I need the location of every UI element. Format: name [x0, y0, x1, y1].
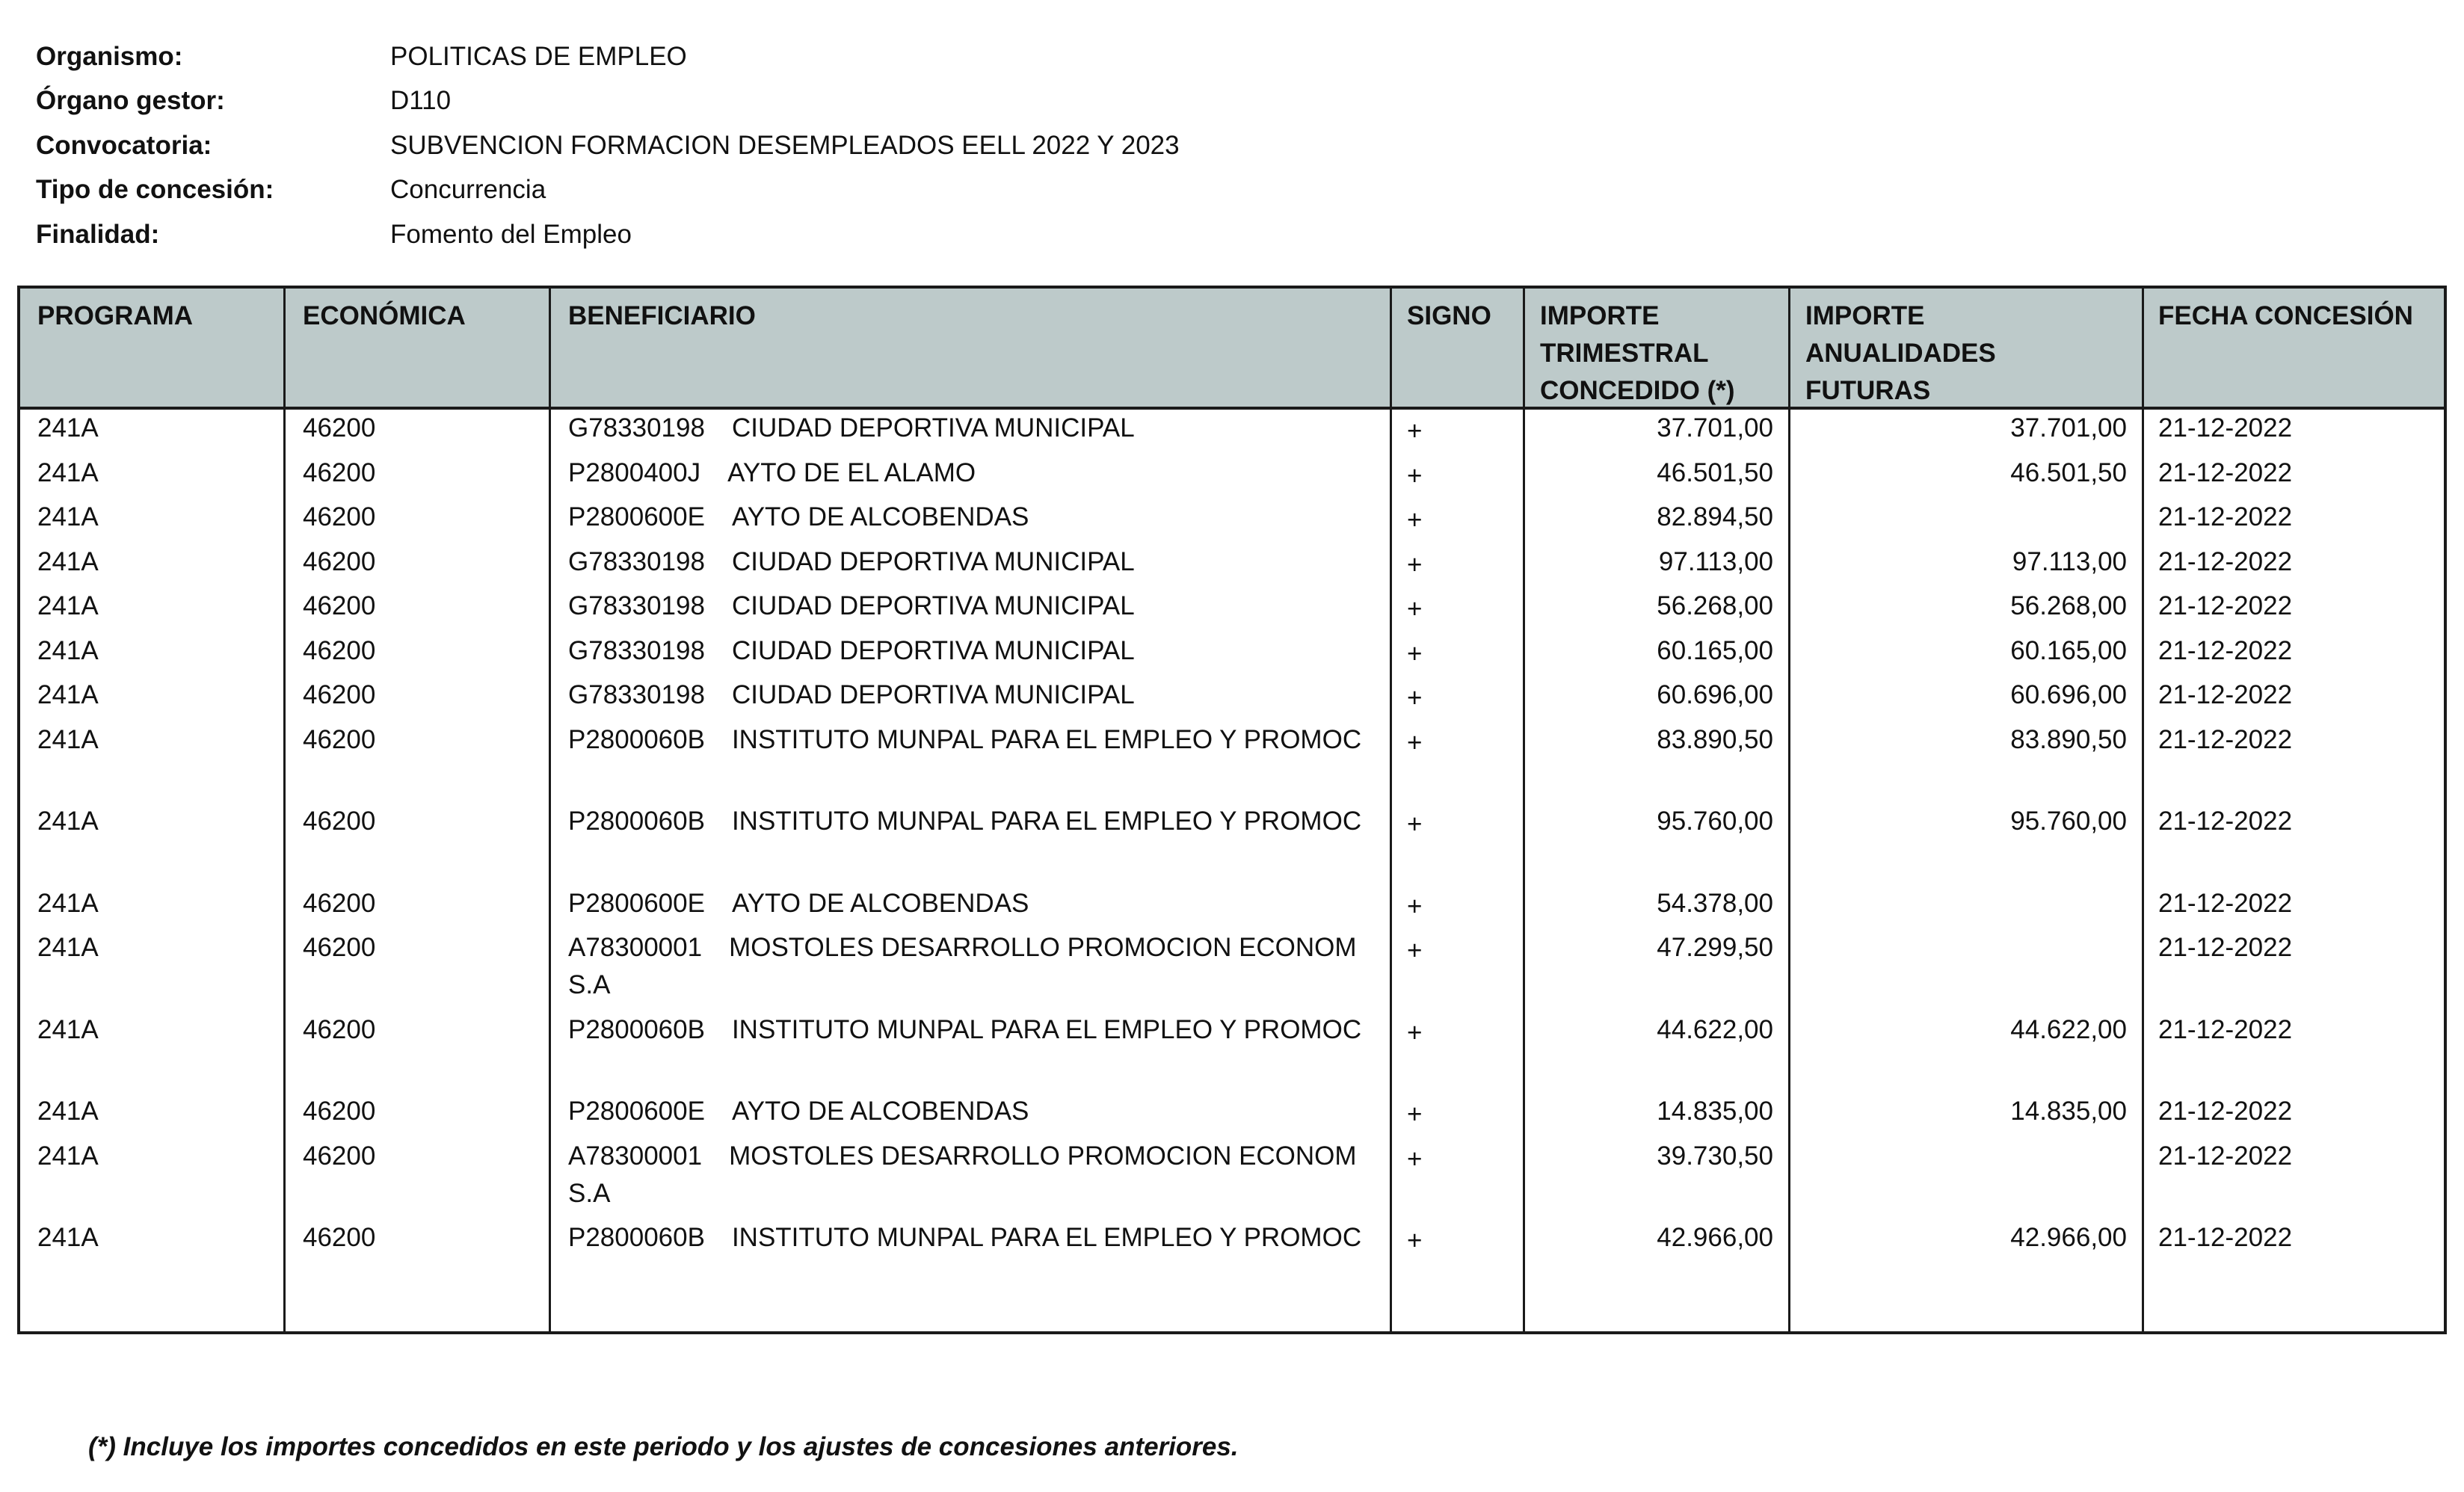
cell-beneficiario	[568, 1093, 1390, 1130]
header-beneficiario: BENEFICIARIO	[568, 301, 756, 330]
beneficiario-nif: G78330198	[568, 413, 705, 443]
cell-beneficiario	[568, 1138, 1390, 1212]
beneficiario-nombre: MOSTOLES DESARROLLO PROMOCION ECONOM S.A	[568, 933, 1357, 999]
cell-beneficiario	[568, 803, 1390, 840]
cell-economica: 46200	[303, 1223, 376, 1252]
cell-signo: +	[1407, 1017, 1423, 1047]
organo-gestor-label: Órgano gestor:	[36, 86, 225, 116]
cell-beneficiario	[568, 499, 1390, 536]
beneficiario-nif: P2800400J	[568, 457, 701, 487]
cell-programa: 241A	[37, 1141, 99, 1171]
cell-importe-trimestral: 54.378,00	[1657, 888, 1773, 918]
cell-signo: +	[1407, 638, 1423, 668]
beneficiario-nif: P2800600E	[568, 1097, 705, 1126]
cell-importe-anualidades: 56.268,00	[2010, 591, 2127, 620]
cell-economica: 46200	[303, 680, 376, 709]
cell-importe-trimestral: 97.113,00	[1658, 546, 1773, 576]
beneficiario-nif: G78330198	[568, 591, 705, 620]
cell-programa: 241A	[37, 888, 99, 918]
convocatoria-label: Convocatoria:	[36, 130, 212, 160]
convocatoria-value: SUBVENCION FORMACION DESEMPLEADOS EELL 2022 Y 2023	[390, 130, 1180, 160]
cell-economica: 46200	[303, 1141, 376, 1171]
cell-economica: 46200	[303, 546, 376, 576]
cell-economica: 46200	[303, 807, 376, 836]
finalidad-value: Fomento del Empleo	[390, 219, 632, 249]
beneficiario-nombre: AYTO DE ALCOBENDAS	[731, 1097, 1029, 1126]
beneficiario-nif: P2800060B	[568, 1223, 705, 1252]
cell-importe-trimestral: 39.730,50	[1657, 1141, 1773, 1171]
cell-importe-trimestral: 83.890,50	[1657, 724, 1773, 754]
beneficiario-nombre: AYTO DE EL ALAMO	[727, 457, 976, 487]
cell-economica: 46200	[303, 1097, 376, 1126]
cell-fecha-concesion: 21-12-2022	[2158, 1097, 2293, 1126]
table-row	[20, 588, 2444, 632]
beneficiario-nombre: CIUDAD DEPORTIVA MUNICIPAL	[731, 413, 1135, 443]
cell-programa: 241A	[37, 1014, 99, 1044]
cell-importe-trimestral: 37.701,00	[1657, 413, 1773, 443]
beneficiario-nombre: INSTITUTO MUNPAL PARA EL EMPLEO Y PROMOC	[731, 807, 1362, 836]
table-row	[20, 1219, 2444, 1301]
cell-importe-anualidades: 97.113,00	[2012, 546, 2127, 576]
cell-importe-trimestral: 14.835,00	[1657, 1097, 1773, 1126]
cell-programa: 241A	[37, 724, 99, 754]
concessions-table	[17, 286, 2447, 1334]
meta-row-organo	[36, 79, 1180, 124]
header-fecha-concesion: FECHA CONCESIÓN	[2158, 301, 2413, 330]
cell-economica: 46200	[303, 591, 376, 620]
table-row	[20, 410, 2444, 454]
cell-importe-trimestral: 82.894,50	[1657, 502, 1773, 531]
cell-fecha-concesion: 21-12-2022	[2158, 680, 2293, 709]
beneficiario-nif: A78300001	[568, 933, 703, 962]
table-row	[20, 499, 2444, 543]
cell-signo: +	[1407, 1144, 1423, 1174]
header-programa: PROGRAMA	[37, 301, 194, 330]
cell-economica: 46200	[303, 457, 376, 487]
cell-importe-trimestral: 42.966,00	[1657, 1223, 1773, 1252]
table-row	[20, 885, 2444, 930]
cell-beneficiario	[568, 885, 1390, 922]
cell-beneficiario	[568, 410, 1390, 447]
meta-row-convocatoria	[36, 123, 1180, 168]
cell-fecha-concesion: 21-12-2022	[2158, 457, 2293, 487]
document-metadata	[36, 34, 1180, 257]
cell-beneficiario	[568, 632, 1390, 670]
cell-programa: 241A	[37, 591, 99, 620]
cell-signo: +	[1407, 683, 1423, 712]
cell-fecha-concesion: 21-12-2022	[2158, 1014, 2293, 1044]
cell-programa: 241A	[37, 1097, 99, 1126]
cell-economica: 46200	[303, 933, 376, 962]
cell-beneficiario	[568, 1219, 1390, 1257]
cell-importe-anualidades: 46.501,50	[2010, 457, 2127, 487]
cell-importe-anualidades: 42.966,00	[2010, 1223, 2127, 1252]
tipo-concesion-value: Concurrencia	[390, 175, 546, 205]
table-row	[20, 454, 2444, 499]
cell-economica: 46200	[303, 502, 376, 531]
cell-programa: 241A	[37, 933, 99, 962]
cell-signo: +	[1407, 891, 1423, 921]
cell-importe-trimestral: 95.760,00	[1657, 807, 1773, 836]
cell-fecha-concesion: 21-12-2022	[2158, 413, 2293, 443]
beneficiario-nombre: INSTITUTO MUNPAL PARA EL EMPLEO Y PROMOC	[731, 724, 1362, 754]
cell-beneficiario	[568, 454, 1390, 492]
meta-row-finalidad	[36, 212, 1180, 257]
cell-importe-anualidades: 37.701,00	[2010, 413, 2127, 443]
header-signo: SIGNO	[1407, 301, 1491, 330]
cell-programa: 241A	[37, 680, 99, 709]
beneficiario-nif: P2800600E	[568, 502, 705, 531]
cell-importe-trimestral: 56.268,00	[1657, 591, 1773, 620]
beneficiario-nombre: CIUDAD DEPORTIVA MUNICIPAL	[731, 591, 1135, 620]
table-row	[20, 929, 2444, 1011]
beneficiario-nombre: MOSTOLES DESARROLLO PROMOCION ECONOM S.A	[568, 1141, 1357, 1208]
cell-signo: +	[1407, 460, 1423, 490]
header-importe-trimestral: IMPORTE TRIMESTRAL CONCEDIDO (*)	[1540, 301, 1735, 405]
cell-economica: 46200	[303, 888, 376, 918]
cell-programa: 241A	[37, 502, 99, 531]
cell-importe-anualidades: 14.835,00	[2010, 1097, 2127, 1126]
beneficiario-nombre: INSTITUTO MUNPAL PARA EL EMPLEO Y PROMOC	[731, 1014, 1362, 1044]
table-row	[20, 1093, 2444, 1138]
cell-economica: 46200	[303, 1014, 376, 1044]
cell-importe-anualidades: 60.165,00	[2010, 635, 2127, 665]
beneficiario-nombre: CIUDAD DEPORTIVA MUNICIPAL	[731, 635, 1135, 665]
beneficiario-nombre: INSTITUTO MUNPAL PARA EL EMPLEO Y PROMOC	[731, 1223, 1362, 1252]
footnote: (*) Incluye los importes concedidos en este periodo y los ajustes de concesiones anteriores.	[88, 1432, 1239, 1461]
cell-programa: 241A	[37, 1223, 99, 1252]
cell-fecha-concesion: 21-12-2022	[2158, 724, 2293, 754]
cell-fecha-concesion: 21-12-2022	[2158, 546, 2293, 576]
cell-fecha-concesion: 21-12-2022	[2158, 933, 2293, 962]
cell-importe-anualidades: 44.622,00	[2010, 1014, 2127, 1044]
cell-programa: 241A	[37, 457, 99, 487]
cell-economica: 46200	[303, 413, 376, 443]
table-body	[20, 410, 2444, 1301]
cell-beneficiario	[568, 543, 1390, 581]
cell-beneficiario	[568, 929, 1390, 1004]
cell-beneficiario	[568, 1011, 1390, 1049]
cell-programa: 241A	[37, 635, 99, 665]
table-row	[20, 543, 2444, 588]
beneficiario-nif: P2800060B	[568, 807, 705, 836]
cell-economica: 46200	[303, 724, 376, 754]
cell-fecha-concesion: 21-12-2022	[2158, 888, 2293, 918]
table-row	[20, 632, 2444, 677]
organismo-value: POLITICAS DE EMPLEO	[390, 41, 687, 71]
beneficiario-nif: P2800060B	[568, 1014, 705, 1044]
beneficiario-nombre: CIUDAD DEPORTIVA MUNICIPAL	[731, 546, 1135, 576]
beneficiario-nif: P2800600E	[568, 888, 705, 918]
cell-signo: +	[1407, 416, 1423, 446]
meta-row-tipo	[36, 168, 1180, 213]
beneficiario-nif: G78330198	[568, 546, 705, 576]
header-importe-anualidades: IMPORTE ANUALIDADES FUTURAS	[1805, 301, 1996, 405]
table-row	[20, 676, 2444, 721]
cell-signo: +	[1407, 936, 1423, 965]
cell-signo: +	[1407, 505, 1423, 534]
table-row	[20, 1138, 2444, 1220]
organismo-label: Organismo:	[36, 41, 183, 71]
beneficiario-nombre: AYTO DE ALCOBENDAS	[731, 502, 1029, 531]
finalidad-label: Finalidad:	[36, 219, 160, 249]
beneficiario-nif: G78330198	[568, 680, 705, 709]
cell-importe-trimestral: 60.696,00	[1657, 680, 1773, 709]
cell-signo: +	[1407, 549, 1423, 579]
cell-programa: 241A	[37, 807, 99, 836]
cell-signo: +	[1407, 727, 1423, 757]
cell-signo: +	[1407, 1226, 1423, 1255]
cell-programa: 241A	[37, 546, 99, 576]
cell-fecha-concesion: 21-12-2022	[2158, 591, 2293, 620]
organo-gestor-value: D110	[390, 86, 452, 116]
cell-programa: 241A	[37, 413, 99, 443]
cell-signo: +	[1407, 594, 1423, 623]
meta-row-organismo	[36, 34, 1180, 79]
cell-importe-anualidades: 95.760,00	[2010, 807, 2127, 836]
beneficiario-nombre: CIUDAD DEPORTIVA MUNICIPAL	[731, 680, 1135, 709]
beneficiario-nif: P2800060B	[568, 724, 705, 754]
cell-importe-anualidades: 60.696,00	[2010, 680, 2127, 709]
cell-beneficiario	[568, 588, 1390, 625]
cell-importe-trimestral: 44.622,00	[1657, 1014, 1773, 1044]
cell-fecha-concesion: 21-12-2022	[2158, 807, 2293, 836]
cell-fecha-concesion: 21-12-2022	[2158, 1141, 2293, 1171]
cell-fecha-concesion: 21-12-2022	[2158, 502, 2293, 531]
beneficiario-nombre: AYTO DE ALCOBENDAS	[731, 888, 1029, 918]
cell-importe-trimestral: 46.501,50	[1657, 457, 1773, 487]
table-row	[20, 803, 2444, 885]
header-economica: ECONÓMICA	[303, 301, 466, 330]
cell-signo: +	[1407, 1100, 1423, 1129]
cell-beneficiario	[568, 721, 1390, 759]
cell-importe-trimestral: 60.165,00	[1657, 635, 1773, 665]
tipo-concesion-label: Tipo de concesión:	[36, 175, 274, 205]
cell-importe-anualidades: 83.890,50	[2010, 724, 2127, 754]
cell-economica: 46200	[303, 635, 376, 665]
cell-fecha-concesion: 21-12-2022	[2158, 635, 2293, 665]
beneficiario-nif: A78300001	[568, 1141, 703, 1171]
table-row	[20, 721, 2444, 804]
cell-beneficiario	[568, 676, 1390, 714]
cell-signo: +	[1407, 810, 1423, 839]
cell-fecha-concesion: 21-12-2022	[2158, 1223, 2293, 1252]
cell-importe-trimestral: 47.299,50	[1657, 933, 1773, 962]
table-row	[20, 1011, 2444, 1094]
beneficiario-nif: G78330198	[568, 635, 705, 665]
